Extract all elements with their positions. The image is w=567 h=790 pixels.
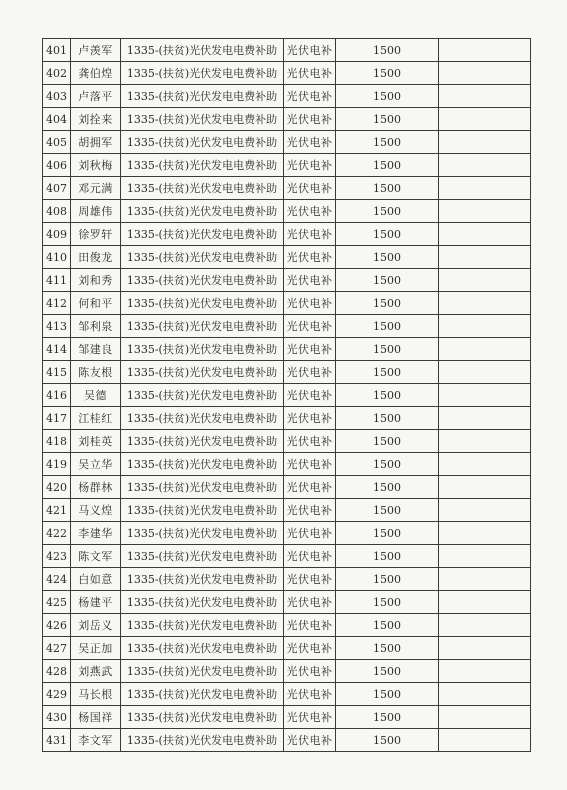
- row-number-cell: 424: [43, 568, 71, 591]
- remark-cell: [439, 637, 531, 660]
- table-row: [43, 62, 531, 85]
- row-number-cell: 414: [43, 338, 71, 361]
- subsidy-item-cell: 1335-(扶贫)光伏发电电费补助: [121, 246, 284, 269]
- table-row: [43, 131, 531, 154]
- remark-cell: [439, 683, 531, 706]
- remark-cell: [439, 476, 531, 499]
- amount-cell: 1500: [336, 545, 439, 568]
- table-row: [43, 108, 531, 131]
- table-row: [43, 384, 531, 407]
- table-row: [43, 660, 531, 683]
- row-number-cell: 431: [43, 729, 71, 752]
- table-row: [43, 39, 531, 62]
- row-number-cell: 430: [43, 706, 71, 729]
- subsidy-type-cell: 光伏电补: [284, 591, 336, 614]
- row-number-cell: 426: [43, 614, 71, 637]
- amount-cell: 1500: [336, 384, 439, 407]
- amount-cell: 1500: [336, 522, 439, 545]
- subsidy-item-cell: 1335-(扶贫)光伏发电电费补助: [121, 522, 284, 545]
- row-number-cell: 421: [43, 499, 71, 522]
- remark-cell: [439, 499, 531, 522]
- name-cell: 邓元满: [71, 177, 121, 200]
- subsidy-item-cell: 1335-(扶贫)光伏发电电费补助: [121, 154, 284, 177]
- remark-cell: [439, 729, 531, 752]
- row-number-cell: 420: [43, 476, 71, 499]
- table-row: [43, 407, 531, 430]
- name-cell: 卢羡军: [71, 39, 121, 62]
- remark-cell: [439, 384, 531, 407]
- table-row: [43, 338, 531, 361]
- row-number-cell: 401: [43, 39, 71, 62]
- name-cell: 白如意: [71, 568, 121, 591]
- row-number-cell: 411: [43, 269, 71, 292]
- subsidy-type-cell: 光伏电补: [284, 154, 336, 177]
- remark-cell: [439, 430, 531, 453]
- remark-cell: [439, 62, 531, 85]
- table-row: [43, 292, 531, 315]
- table-row: [43, 591, 531, 614]
- row-number-cell: 405: [43, 131, 71, 154]
- remark-cell: [439, 292, 531, 315]
- amount-cell: 1500: [336, 292, 439, 315]
- amount-cell: 1500: [336, 683, 439, 706]
- name-cell: 马义煌: [71, 499, 121, 522]
- amount-cell: 1500: [336, 154, 439, 177]
- amount-cell: 1500: [336, 614, 439, 637]
- subsidy-item-cell: 1335-(扶贫)光伏发电电费补助: [121, 223, 284, 246]
- subsidy-item-cell: 1335-(扶贫)光伏发电电费补助: [121, 131, 284, 154]
- subsidy-item-cell: 1335-(扶贫)光伏发电电费补助: [121, 384, 284, 407]
- row-number-cell: 412: [43, 292, 71, 315]
- table-row: [43, 269, 531, 292]
- remark-cell: [439, 407, 531, 430]
- table-row: [43, 361, 531, 384]
- name-cell: 刘燕武: [71, 660, 121, 683]
- remark-cell: [439, 361, 531, 384]
- subsidy-item-cell: 1335-(扶贫)光伏发电电费补助: [121, 683, 284, 706]
- subsidy-item-cell: 1335-(扶贫)光伏发电电费补助: [121, 269, 284, 292]
- subsidy-type-cell: 光伏电补: [284, 315, 336, 338]
- amount-cell: 1500: [336, 476, 439, 499]
- amount-cell: 1500: [336, 85, 439, 108]
- amount-cell: 1500: [336, 591, 439, 614]
- subsidy-type-cell: 光伏电补: [284, 269, 336, 292]
- remark-cell: [439, 39, 531, 62]
- table-row: [43, 476, 531, 499]
- remark-cell: [439, 568, 531, 591]
- name-cell: 陈友根: [71, 361, 121, 384]
- name-cell: 邹利泉: [71, 315, 121, 338]
- subsidy-item-cell: 1335-(扶贫)光伏发电电费补助: [121, 200, 284, 223]
- subsidy-item-cell: 1335-(扶贫)光伏发电电费补助: [121, 85, 284, 108]
- subsidy-type-cell: 光伏电补: [284, 223, 336, 246]
- subsidy-item-cell: 1335-(扶贫)光伏发电电费补助: [121, 453, 284, 476]
- amount-cell: 1500: [336, 39, 439, 62]
- amount-cell: 1500: [336, 62, 439, 85]
- name-cell: 龚伯煌: [71, 62, 121, 85]
- amount-cell: 1500: [336, 660, 439, 683]
- table-row: [43, 683, 531, 706]
- remark-cell: [439, 315, 531, 338]
- amount-cell: 1500: [336, 338, 439, 361]
- row-number-cell: 419: [43, 453, 71, 476]
- name-cell: 徐罗轩: [71, 223, 121, 246]
- table-body: [43, 39, 531, 752]
- name-cell: 田俊龙: [71, 246, 121, 269]
- subsidy-item-cell: 1335-(扶贫)光伏发电电费补助: [121, 637, 284, 660]
- name-cell: 李建华: [71, 522, 121, 545]
- amount-cell: 1500: [336, 729, 439, 752]
- row-number-cell: 417: [43, 407, 71, 430]
- table-row: [43, 85, 531, 108]
- subsidy-item-cell: 1335-(扶贫)光伏发电电费补助: [121, 338, 284, 361]
- table-row: [43, 430, 531, 453]
- name-cell: 胡拥军: [71, 131, 121, 154]
- subsidy-item-cell: 1335-(扶贫)光伏发电电费补助: [121, 568, 284, 591]
- table-row: [43, 246, 531, 269]
- subsidy-type-cell: 光伏电补: [284, 85, 336, 108]
- subsidy-type-cell: 光伏电补: [284, 384, 336, 407]
- subsidy-type-cell: 光伏电补: [284, 177, 336, 200]
- name-cell: 刘秋梅: [71, 154, 121, 177]
- subsidy-item-cell: 1335-(扶贫)光伏发电电费补助: [121, 39, 284, 62]
- remark-cell: [439, 108, 531, 131]
- table-row: [43, 154, 531, 177]
- name-cell: 刘和秀: [71, 269, 121, 292]
- subsidy-type-cell: 光伏电补: [284, 292, 336, 315]
- subsidy-type-cell: 光伏电补: [284, 499, 336, 522]
- amount-cell: 1500: [336, 269, 439, 292]
- subsidy-type-cell: 光伏电补: [284, 407, 336, 430]
- row-number-cell: 403: [43, 85, 71, 108]
- table-row: [43, 568, 531, 591]
- amount-cell: 1500: [336, 568, 439, 591]
- subsidy-item-cell: 1335-(扶贫)光伏发电电费补助: [121, 361, 284, 384]
- subsidy-type-cell: 光伏电补: [284, 637, 336, 660]
- amount-cell: 1500: [336, 706, 439, 729]
- amount-cell: 1500: [336, 430, 439, 453]
- remark-cell: [439, 522, 531, 545]
- amount-cell: 1500: [336, 637, 439, 660]
- subsidy-item-cell: 1335-(扶贫)光伏发电电费补助: [121, 177, 284, 200]
- row-number-cell: 427: [43, 637, 71, 660]
- subsidy-table: [42, 38, 531, 752]
- subsidy-item-cell: 1335-(扶贫)光伏发电电费补助: [121, 499, 284, 522]
- name-cell: 邹建良: [71, 338, 121, 361]
- table-row: [43, 499, 531, 522]
- table-row: [43, 177, 531, 200]
- row-number-cell: 429: [43, 683, 71, 706]
- name-cell: 卢落平: [71, 85, 121, 108]
- subsidy-type-cell: 光伏电补: [284, 522, 336, 545]
- remark-cell: [439, 453, 531, 476]
- subsidy-type-cell: 光伏电补: [284, 430, 336, 453]
- remark-cell: [439, 660, 531, 683]
- subsidy-type-cell: 光伏电补: [284, 614, 336, 637]
- row-number-cell: 407: [43, 177, 71, 200]
- amount-cell: 1500: [336, 177, 439, 200]
- subsidy-type-cell: 光伏电补: [284, 246, 336, 269]
- name-cell: 江桂红: [71, 407, 121, 430]
- amount-cell: 1500: [336, 361, 439, 384]
- subsidy-type-cell: 光伏电补: [284, 453, 336, 476]
- remark-cell: [439, 246, 531, 269]
- name-cell: 杨国祥: [71, 706, 121, 729]
- name-cell: 李文军: [71, 729, 121, 752]
- amount-cell: 1500: [336, 200, 439, 223]
- remark-cell: [439, 223, 531, 246]
- name-cell: 吴德: [71, 384, 121, 407]
- row-number-cell: 409: [43, 223, 71, 246]
- amount-cell: 1500: [336, 223, 439, 246]
- table-row: [43, 200, 531, 223]
- table-row: [43, 614, 531, 637]
- remark-cell: [439, 591, 531, 614]
- subsidy-item-cell: 1335-(扶贫)光伏发电电费补助: [121, 430, 284, 453]
- row-number-cell: 413: [43, 315, 71, 338]
- subsidy-item-cell: 1335-(扶贫)光伏发电电费补助: [121, 545, 284, 568]
- row-number-cell: 422: [43, 522, 71, 545]
- subsidy-type-cell: 光伏电补: [284, 200, 336, 223]
- remark-cell: [439, 269, 531, 292]
- remark-cell: [439, 85, 531, 108]
- name-cell: 刘岳义: [71, 614, 121, 637]
- remark-cell: [439, 706, 531, 729]
- subsidy-type-cell: 光伏电补: [284, 660, 336, 683]
- subsidy-type-cell: 光伏电补: [284, 108, 336, 131]
- remark-cell: [439, 154, 531, 177]
- table-row: [43, 637, 531, 660]
- name-cell: 周雄伟: [71, 200, 121, 223]
- subsidy-item-cell: 1335-(扶贫)光伏发电电费补助: [121, 407, 284, 430]
- amount-cell: 1500: [336, 108, 439, 131]
- subsidy-item-cell: 1335-(扶贫)光伏发电电费补助: [121, 292, 284, 315]
- name-cell: 刘桂英: [71, 430, 121, 453]
- subsidy-item-cell: 1335-(扶贫)光伏发电电费补助: [121, 62, 284, 85]
- name-cell: 刘拴来: [71, 108, 121, 131]
- subsidy-item-cell: 1335-(扶贫)光伏发电电费补助: [121, 476, 284, 499]
- row-number-cell: 418: [43, 430, 71, 453]
- remark-cell: [439, 177, 531, 200]
- subsidy-type-cell: 光伏电补: [284, 131, 336, 154]
- subsidy-item-cell: 1335-(扶贫)光伏发电电费补助: [121, 315, 284, 338]
- amount-cell: 1500: [336, 499, 439, 522]
- subsidy-item-cell: 1335-(扶贫)光伏发电电费补助: [121, 660, 284, 683]
- table-row: [43, 453, 531, 476]
- row-number-cell: 406: [43, 154, 71, 177]
- remark-cell: [439, 338, 531, 361]
- subsidy-type-cell: 光伏电补: [284, 683, 336, 706]
- subsidy-item-cell: 1335-(扶贫)光伏发电电费补助: [121, 729, 284, 752]
- subsidy-type-cell: 光伏电补: [284, 545, 336, 568]
- remark-cell: [439, 545, 531, 568]
- row-number-cell: 428: [43, 660, 71, 683]
- subsidy-type-cell: 光伏电补: [284, 568, 336, 591]
- row-number-cell: 402: [43, 62, 71, 85]
- row-number-cell: 423: [43, 545, 71, 568]
- name-cell: 陈文军: [71, 545, 121, 568]
- row-number-cell: 410: [43, 246, 71, 269]
- subsidy-item-cell: 1335-(扶贫)光伏发电电费补助: [121, 706, 284, 729]
- table-row: [43, 729, 531, 752]
- amount-cell: 1500: [336, 131, 439, 154]
- name-cell: 吴正加: [71, 637, 121, 660]
- remark-cell: [439, 614, 531, 637]
- amount-cell: 1500: [336, 407, 439, 430]
- table-row: [43, 315, 531, 338]
- name-cell: 何和平: [71, 292, 121, 315]
- name-cell: 马长根: [71, 683, 121, 706]
- name-cell: 杨建平: [71, 591, 121, 614]
- row-number-cell: 408: [43, 200, 71, 223]
- name-cell: 吴立华: [71, 453, 121, 476]
- row-number-cell: 415: [43, 361, 71, 384]
- subsidy-type-cell: 光伏电补: [284, 39, 336, 62]
- table-row: [43, 706, 531, 729]
- row-number-cell: 425: [43, 591, 71, 614]
- subsidy-type-cell: 光伏电补: [284, 338, 336, 361]
- row-number-cell: 404: [43, 108, 71, 131]
- row-number-cell: 416: [43, 384, 71, 407]
- remark-cell: [439, 200, 531, 223]
- subsidy-item-cell: 1335-(扶贫)光伏发电电费补助: [121, 591, 284, 614]
- subsidy-item-cell: 1335-(扶贫)光伏发电电费补助: [121, 614, 284, 637]
- subsidy-type-cell: 光伏电补: [284, 361, 336, 384]
- subsidy-type-cell: 光伏电补: [284, 706, 336, 729]
- subsidy-type-cell: 光伏电补: [284, 62, 336, 85]
- subsidy-item-cell: 1335-(扶贫)光伏发电电费补助: [121, 108, 284, 131]
- amount-cell: 1500: [336, 246, 439, 269]
- table-row: [43, 223, 531, 246]
- table-row: [43, 522, 531, 545]
- amount-cell: 1500: [336, 315, 439, 338]
- remark-cell: [439, 131, 531, 154]
- table-row: [43, 545, 531, 568]
- amount-cell: 1500: [336, 453, 439, 476]
- subsidy-type-cell: 光伏电补: [284, 729, 336, 752]
- name-cell: 杨群林: [71, 476, 121, 499]
- subsidy-type-cell: 光伏电补: [284, 476, 336, 499]
